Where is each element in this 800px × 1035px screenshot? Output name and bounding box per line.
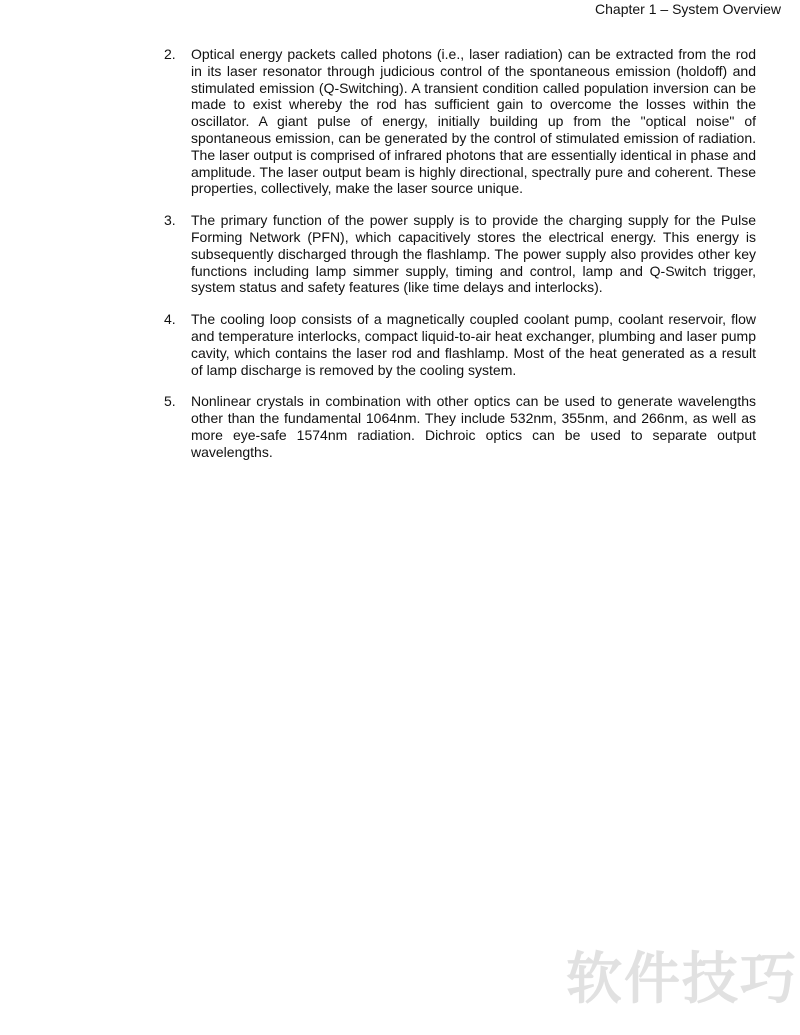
- list-item-number: 4.: [164, 311, 176, 328]
- list-item-number: 2.: [164, 46, 176, 62]
- list-item-text: Nonlinear crystals in combination with other optics can be used to generate wavelengths other than the fundamental 1064nm. They include 532nm, 355nm, and 266nm, as well as more eye-safe 1574nm radiation. Dichroic optics can be used to separate output wavelengths.: [191, 393, 756, 460]
- list-item: [164, 212, 756, 296]
- list-item-number: 3.: [164, 212, 176, 229]
- list-item: [164, 393, 756, 460]
- watermark: 软件技巧: [566, 947, 798, 1012]
- list-item: [164, 46, 756, 197]
- list-item-text: The primary function of the power supply is to provide the charging supply for the Pulse Forming Network (PFN), which capacitively stores the electrical energy. This energy is subsequently discharged through the flashlamp. The power supply also provides other key functions including lamp simmer supply, timing and control, lamp and Q-Switch trigger, system status and safety features (like time delays and interlocks).: [191, 212, 756, 296]
- list-item-number: 5.: [164, 393, 176, 410]
- list-item-text: The cooling loop consists of a magnetically coupled coolant pump, coolant reservoir, flow and temperature interlocks, compact liquid-to-air heat exchanger, plumbing and laser pump cavity, which contains the laser rod and flashlamp. Most of the heat generated as a result of lamp discharge is removed by the cooling system.: [191, 311, 756, 378]
- list-item-text: Optical energy packets called photons (i.e., laser radiation) can be extracted from the rod in its laser resonator through judicious control of the spontaneous emission (holdoff) and stimulated emission (Q-Switching). A transient condition called population inversion can be made to exist whereby the rod has sufficient gain to overcome the losses within the oscillator. A giant pulse of energy, initially building up from the "optical noise" of spontaneous emission, can be generated by the control of stimulated emission of radiation. The laser output is comprised of infrared photons that are essentially identical in phase and amplitude. The laser output beam is highly directional, spectrally pure and coherent. These properties, collectively, make the laser source unique.: [191, 46, 756, 197]
- document-body: [164, 46, 756, 476]
- list-item: [164, 311, 756, 378]
- running-header: Chapter 1 – System Overview: [595, 1, 781, 17]
